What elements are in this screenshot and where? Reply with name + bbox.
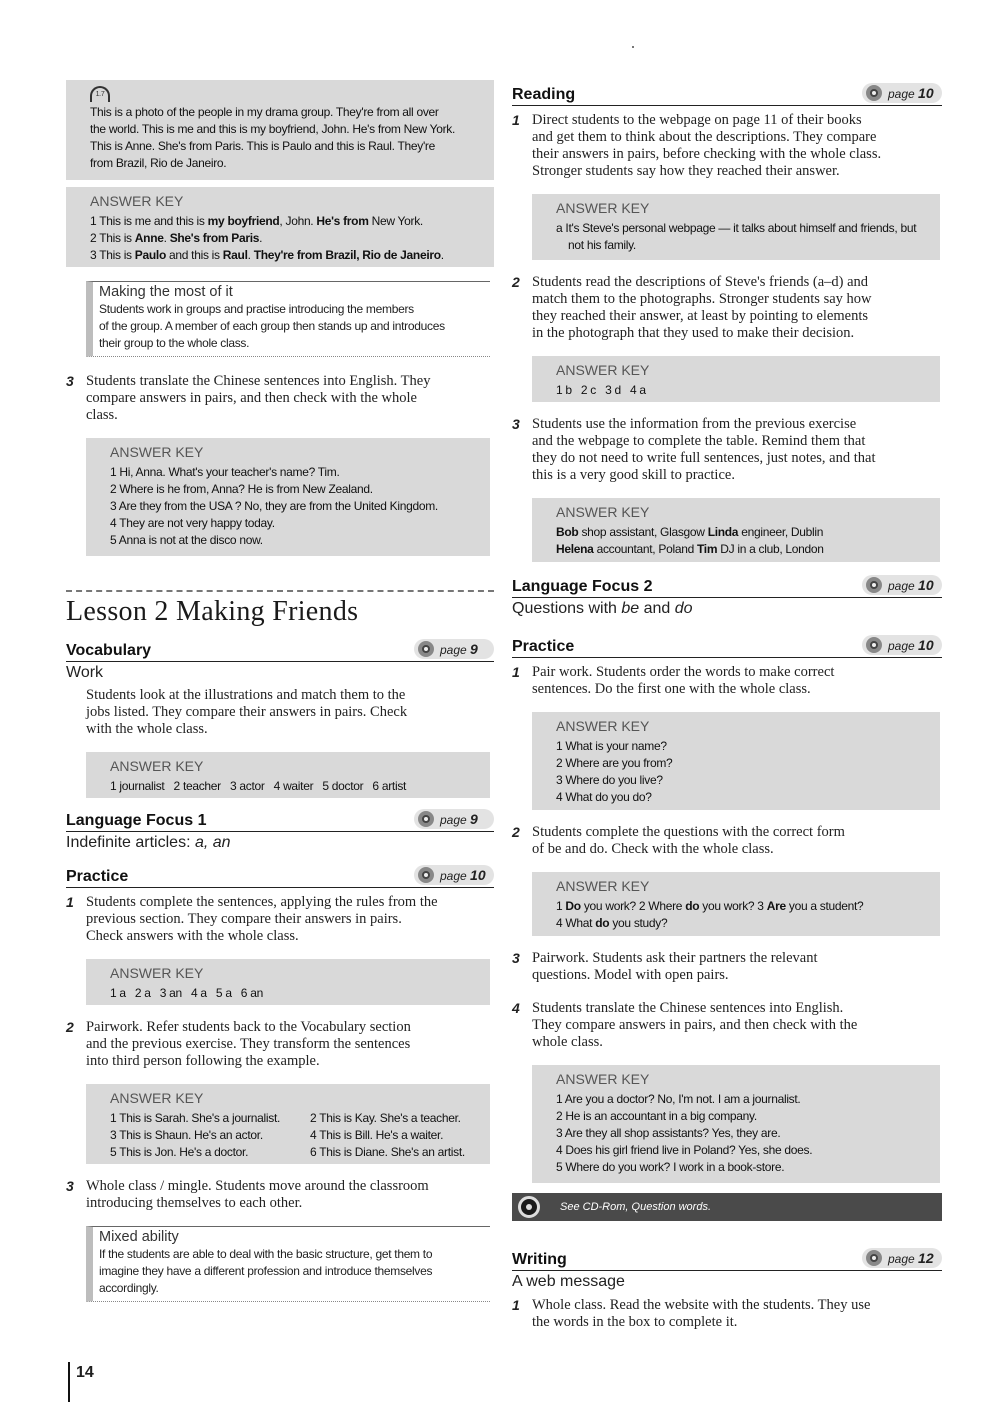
exercise-line: Pair work. Students order the words to make correct <box>532 664 835 680</box>
exercise-number: 2 <box>512 274 520 290</box>
answer-key-line: 1 Do you work? 2 Where do you work? 3 Are you a student? <box>556 899 864 913</box>
exercise-number: 3 <box>66 1178 74 1194</box>
tip-line: If the students are able to deal with the basic structure, get them to <box>99 1247 433 1261</box>
answer-key-title: ANSWER KEY <box>90 193 184 209</box>
exercise-line: into third person following the example. <box>86 1053 320 1069</box>
tip-line: imagine they have a different profession and introduce themselves <box>99 1264 433 1278</box>
tip-title: Mixed ability <box>99 1229 179 1245</box>
exercise-line: and the previous exercise. They transform the sentences <box>86 1036 411 1052</box>
exercise-line: this is a very good skill to practice. <box>532 467 735 483</box>
exercise-number: 3 <box>66 373 74 389</box>
answer-key-line: 3 Where do you live? <box>556 773 663 787</box>
exercise-line: Pairwork. Refer students back to the Vocabulary section <box>86 1019 411 1035</box>
exercise-line: and the webpage to complete the table. Remind them that <box>532 433 866 449</box>
answer-key-line: 5 Anna is not at the disco now. <box>110 533 263 547</box>
page-number: 14 <box>68 1362 94 1402</box>
left-column <box>66 80 494 1302</box>
answer-key-line: 1 What is your name? <box>556 739 667 753</box>
section-reading <box>512 84 942 106</box>
audio-line: the world. This is me and this is my boyfriend, John. He's from New York. <box>90 122 455 136</box>
vocab-instructions <box>66 687 494 738</box>
exercise-line: of be and do. Check with the whole class. <box>532 841 774 857</box>
paragraph-line: jobs listed. They compare their answers in pairs. Check <box>86 704 408 720</box>
page-reference: page 9 <box>414 809 494 829</box>
answer-key-line: 3 Are they from the USA ? No, they are from the United Kingdom. <box>110 499 438 513</box>
answer-key-title: ANSWER KEY <box>556 362 650 378</box>
lesson-title: Lesson 2 Making Friends <box>66 596 359 627</box>
exercise-number: 3 <box>512 950 520 966</box>
page-reference: page 10 <box>414 865 494 885</box>
section-title: Language Focus 1 <box>66 812 207 829</box>
exercise-line: Whole class. Read the website with the students. They use <box>532 1297 871 1313</box>
exercise-line: in the photograph that they used to make their decision. <box>532 325 855 341</box>
exercise-line: the words in the box to complete it. <box>532 1314 738 1330</box>
exercise-3 <box>66 1178 494 1212</box>
answer-key-box <box>86 959 490 1005</box>
tip-line: of the group. A member of each group then stands up and introduces <box>99 319 445 333</box>
answer-key-title: ANSWER KEY <box>110 1090 204 1106</box>
exercise-line: previous section. They compare their answers in pairs. <box>86 911 402 927</box>
section-subtitle: Work <box>66 664 104 681</box>
answer-key-line: 4 They are not very happy today. <box>110 516 275 530</box>
answer-key-line: 3 This is Paulo and this is Raul. They're from Brazil, Rio de Janeiro. <box>90 248 444 262</box>
answer-key-line: 4 What do you do? <box>556 790 652 804</box>
answer-key-line: Helena accountant, Poland Tim DJ in a club, London <box>556 542 824 556</box>
answer-key-box <box>66 187 494 267</box>
tip-title: Making the most of it <box>99 284 233 300</box>
tip-box <box>86 281 490 357</box>
headphones-icon <box>90 86 110 102</box>
exercise-line: Check answers with the whole class. <box>86 928 299 944</box>
exercise-line: They compare answers in pairs, and then check with the <box>532 1017 858 1033</box>
answer-key-line: 5 This is Jon. He's a doctor. 6 This is Diane. She's an artist. <box>110 1145 465 1159</box>
exercise-1 <box>512 664 942 698</box>
exercise-line: whole class. <box>532 1034 603 1050</box>
answer-key-line: 2 Where are you from? <box>556 756 673 770</box>
disc-icon <box>418 867 434 883</box>
answer-key-box <box>86 438 490 556</box>
exercise-1 <box>66 894 494 945</box>
exercise-line: compare answers in pairs, and then check with the whole <box>86 390 417 406</box>
page-reference: page 10 <box>862 575 942 595</box>
audio-line: This is Anne. She's from Paris. This is Paulo and this is Raul. They're <box>90 139 435 153</box>
answer-key-title: ANSWER KEY <box>110 758 204 774</box>
disc-icon <box>418 641 434 657</box>
answer-key-box <box>532 872 940 936</box>
answer-key-line: 1 b 2 c 3 d 4 a <box>556 383 646 397</box>
cdrom-reference-bar <box>512 1193 942 1221</box>
answer-key-line: not his family. <box>568 238 636 252</box>
exercise-line: they reached their answer, at least by pointing to elements <box>532 308 869 324</box>
answer-key-box <box>86 1084 490 1164</box>
answer-key-line: 3 Are they all shop assistants? Yes, they are. <box>556 1126 781 1140</box>
exercise-line: their answers in pairs, before checking with the whole class. <box>532 146 882 162</box>
tip-line: accordingly. <box>99 1281 159 1295</box>
exercise-line: Students complete the questions with the correct form <box>532 824 845 840</box>
section-subtitle: Questions with be and do <box>512 600 693 617</box>
answer-key-line: Bob shop assistant, Glasgow Linda engineer, Dublin <box>556 525 824 539</box>
cd-rom-icon <box>518 1196 540 1218</box>
exercise-1 <box>512 1297 942 1331</box>
exercise-3 <box>512 416 942 484</box>
exercise-1 <box>512 112 942 180</box>
exercise-line: Students read the descriptions of Steve's friends (a–d) and <box>532 274 869 290</box>
exercise-line: class. <box>86 407 118 423</box>
answer-key-title: ANSWER KEY <box>556 1071 650 1087</box>
section-title: Reading <box>512 86 576 103</box>
exercise-line: Stronger students say how they reached their answer. <box>532 163 840 179</box>
paragraph-line: Students look at the illustrations and match them to the <box>86 687 406 703</box>
exercise-line: questions. Model with open pairs. <box>532 967 729 983</box>
tip-line: their group to the whole class. <box>99 336 250 350</box>
exercise-number: 1 <box>512 1297 520 1313</box>
section-title: Practice <box>66 868 129 885</box>
exercise-line: introducing themselves to each other. <box>86 1195 303 1211</box>
section-title: Practice <box>512 638 575 655</box>
section-title: Language Focus 2 <box>512 578 653 595</box>
disc-icon <box>866 637 882 653</box>
lesson-divider <box>66 590 494 592</box>
exercise-line: they do not need to write full sentences, just notes, and that <box>532 450 876 466</box>
answer-key-line: 1 Are you a doctor? No, I'm not. I am a journalist. <box>556 1092 801 1106</box>
answer-key-title: ANSWER KEY <box>556 878 650 894</box>
exercise-number: 4 <box>512 1000 520 1016</box>
cdrom-label: See CD-Rom, <box>560 1201 632 1213</box>
exercise-line: Direct students to the webpage on page 11 of their books <box>532 112 862 128</box>
audio-line: This is a photo of the people in my drama group. They're from all over <box>90 105 439 119</box>
answer-key-title: ANSWER KEY <box>110 965 204 981</box>
section-vocabulary <box>66 640 494 662</box>
answer-key-line: 5 Where do you work? I work in a book-store. <box>556 1160 785 1174</box>
answer-key-box <box>532 356 940 402</box>
answer-key-line: 4 Does his girl friend live in Poland? Yes, she does. <box>556 1143 813 1157</box>
answer-key-line: a It's Steve's personal webpage — it talks about himself and friends, but <box>556 221 917 235</box>
exercise-line: Students translate the Chinese sentences into English. They <box>86 373 431 389</box>
exercise-line: Students complete the sentences, applying the rules from the <box>86 894 438 910</box>
section-subtitle: Indefinite articles: a, an <box>66 834 231 851</box>
disc-icon <box>418 811 434 827</box>
answer-key-box <box>532 498 940 562</box>
disc-icon <box>866 1250 882 1266</box>
answer-key-box <box>532 194 940 260</box>
exercise-line: match them to the photographs. Stronger students say how <box>532 291 872 307</box>
answer-key-title: ANSWER KEY <box>556 200 650 216</box>
answer-key-title: ANSWER KEY <box>556 504 650 520</box>
disc-icon <box>866 85 882 101</box>
paragraph-line: with the whole class. <box>86 721 208 737</box>
exercise-number: 2 <box>66 1019 74 1035</box>
section-language-focus-2 <box>512 576 942 598</box>
answer-key-line: 2 Where is he from, Anna? He is from New Zealand. <box>110 482 373 496</box>
answer-key-line: 4 What do you study? <box>556 916 668 930</box>
answer-key-line: 2 He is an accountant in a big company. <box>556 1109 757 1123</box>
answer-key-line: 3 This is Shaun. He's an actor. 4 This is Bill. He's a waiter. <box>110 1128 444 1142</box>
page-reference: page 10 <box>862 635 942 655</box>
exercise-line: and get them to think about the descriptions. They compare <box>532 129 877 145</box>
answer-key-line: 1 Hi, Anna. What's your teacher's name? Tim. <box>110 465 340 479</box>
page-reference: page 9 <box>414 639 494 659</box>
section-practice <box>66 866 494 888</box>
exercise-number: 2 <box>512 824 520 840</box>
exercise-4 <box>512 1000 942 1051</box>
answer-key-box <box>86 752 490 798</box>
section-language-focus-1 <box>66 810 494 832</box>
exercise-2 <box>66 1019 494 1070</box>
answer-key-line: 1 journalist 2 teacher 3 actor 4 waiter 5 doctor 6 artist <box>110 779 407 793</box>
section-writing <box>512 1249 942 1271</box>
audio-script-box <box>66 80 494 180</box>
tip-box <box>86 1226 490 1302</box>
answer-key-title: ANSWER KEY <box>556 718 650 734</box>
audio-track-number: 1.7 <box>95 91 105 98</box>
exercise-3 <box>66 373 494 424</box>
section-subtitle: A web message <box>512 1273 625 1290</box>
answer-key-line: 2 This is Anne. She's from Paris. <box>90 231 263 245</box>
audio-line: from Brazil, Rio de Janeiro. <box>90 156 227 170</box>
exercise-line: sentences. Do the first one with the whole class. <box>532 681 811 697</box>
answer-key-line: 1 This is Sarah. She's a journalist. 2 This is Kay. She's a teacher. <box>110 1111 461 1125</box>
exercise-line: Whole class / mingle. Students move around the classroom <box>86 1178 429 1194</box>
cdrom-topic: Question words. <box>631 1201 712 1213</box>
exercise-line: Pairwork. Students ask their partners the relevant <box>532 950 818 966</box>
exercise-number: 1 <box>512 664 520 680</box>
answer-key-title: ANSWER KEY <box>110 444 204 460</box>
exercise-number: 3 <box>512 416 520 432</box>
right-column <box>512 84 942 1331</box>
tip-line: Students work in groups and practise introducing the members <box>99 302 414 316</box>
answer-key-box <box>532 712 940 810</box>
exercise-2 <box>512 274 942 342</box>
disc-icon <box>866 577 882 593</box>
page-reference: page 10 <box>862 83 942 103</box>
exercise-number: 1 <box>66 894 74 910</box>
section-title: Vocabulary <box>66 642 152 659</box>
exercise-line: Students use the information from the previous exercise <box>532 416 857 432</box>
section-title: Writing <box>512 1251 567 1268</box>
answer-key-box <box>532 1065 940 1183</box>
section-practice <box>512 636 942 658</box>
answer-key-line: 1 a 2 a 3 an 4 a 5 a 6 an <box>110 986 263 1000</box>
stray-dot <box>632 46 634 48</box>
exercise-line: Students translate the Chinese sentences into English. <box>532 1000 844 1016</box>
page-reference: page 12 <box>862 1248 942 1268</box>
exercise-2 <box>512 824 942 858</box>
exercise-number: 1 <box>512 112 520 128</box>
exercise-3 <box>512 950 942 984</box>
answer-key-line: 1 This is me and this is my boyfriend, John. He's from New York. <box>90 214 423 228</box>
